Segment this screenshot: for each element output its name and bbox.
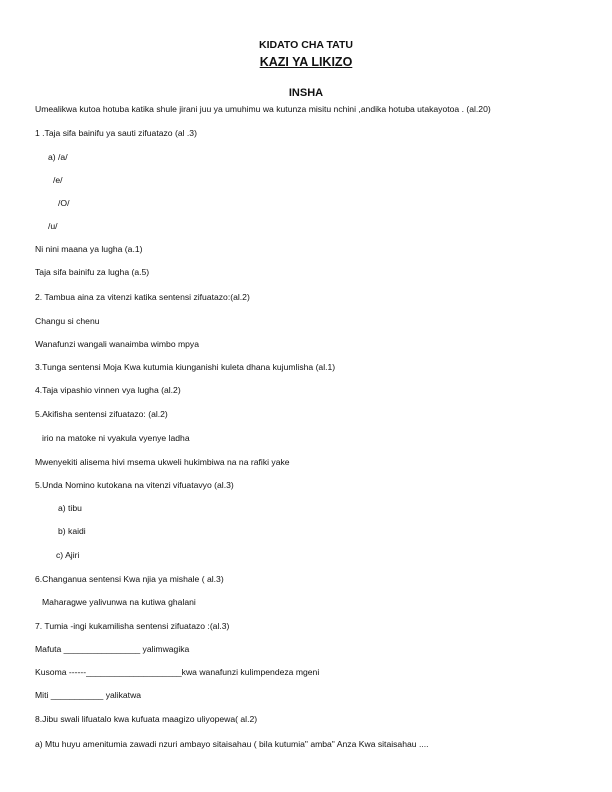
question-7-blank-2: Kusoma ------____________________kwa wanafunzi kulimpendeza mgeni [35,667,320,677]
question-5-nouns: 5.Unda Nomino kutokana na vitenzi vifuatavyo (al.3) [35,480,234,490]
sound-option-u: /u/ [48,221,58,231]
noun-option-c: c) Ajiri [56,550,80,560]
sound-option-o: /O/ [58,198,70,208]
question-7-blank-1: Mafuta ________________ yalimwagika [35,644,190,654]
question-2-sentence-2: Wanafunzi wangali wanaimba wimbo mpya [35,339,199,349]
sound-option-a: a) /a/ [48,152,68,162]
assignment-title: KAZI YA LIKIZO [259,55,353,69]
class-level-heading: KIDATO CHA TATU [259,39,353,51]
essay-prompt: Umealikwa kutoa hotuba katika shule jirani juu ya umuhimu wa kutunza misitu nchini ,andika hotuba utakayotoa . (al.20) [35,104,491,114]
question-lugha-features: Taja sifa bainifu za lugha (a.5) [35,267,150,277]
punctuation-sentence-1: irio na matoke ni vyakula vyenye ladha [42,433,190,443]
question-2-sentence-1: Changu si chenu [35,316,100,326]
question-1: 1 .Taja sifa bainifu ya sauti zifuatazo (al .3) [35,128,197,138]
question-3: 3.Tunga sentensi Moja Kwa kutumia kiunganishi kuleta dhana kujumlisha (al.1) [35,362,336,372]
question-8: 8.Jibu swali lifuatalo kwa kufuata maagizo uliyopewa( al.2) [35,714,258,724]
question-6-sentence: Maharagwe yalivunwa na kutiwa ghalani [42,597,196,607]
question-5-punctuation: 5.Akifisha sentensi zifuatazo: (al.2) [35,409,168,419]
question-4: 4.Taja vipashio vinnen vya lugha (al.2) [35,385,181,395]
question-2: 2. Tambua aina za vitenzi katika sentensi zifuatazo:(al.2) [35,292,250,302]
question-8-sentence: a) Mtu huyu amenitumia zawadi nzuri ambayo sitaisahau ( bila kutumia" amba" Anza Kwa sitaisahau .... [35,739,429,749]
section-heading: INSHA [288,87,324,99]
noun-option-a: a) tibu [58,503,82,513]
question-7-blank-3: Miti ___________ yalikatwa [35,690,142,700]
sound-option-e: /e/ [53,175,63,185]
punctuation-sentence-2: Mwenyekiti alisema hivi msema ukweli hukimbiwa na na rafiki yake [35,457,290,467]
question-6: 6.Changanua sentensi Kwa njia ya mishale ( al.3) [35,574,224,584]
question-lugha-meaning: Ni nini maana ya lugha (a.1) [35,244,143,254]
question-7: 7. Tumia -ingi kukamilisha sentensi zifuatazo :(al.3) [35,621,230,631]
noun-option-b: b) kaidi [58,526,86,536]
